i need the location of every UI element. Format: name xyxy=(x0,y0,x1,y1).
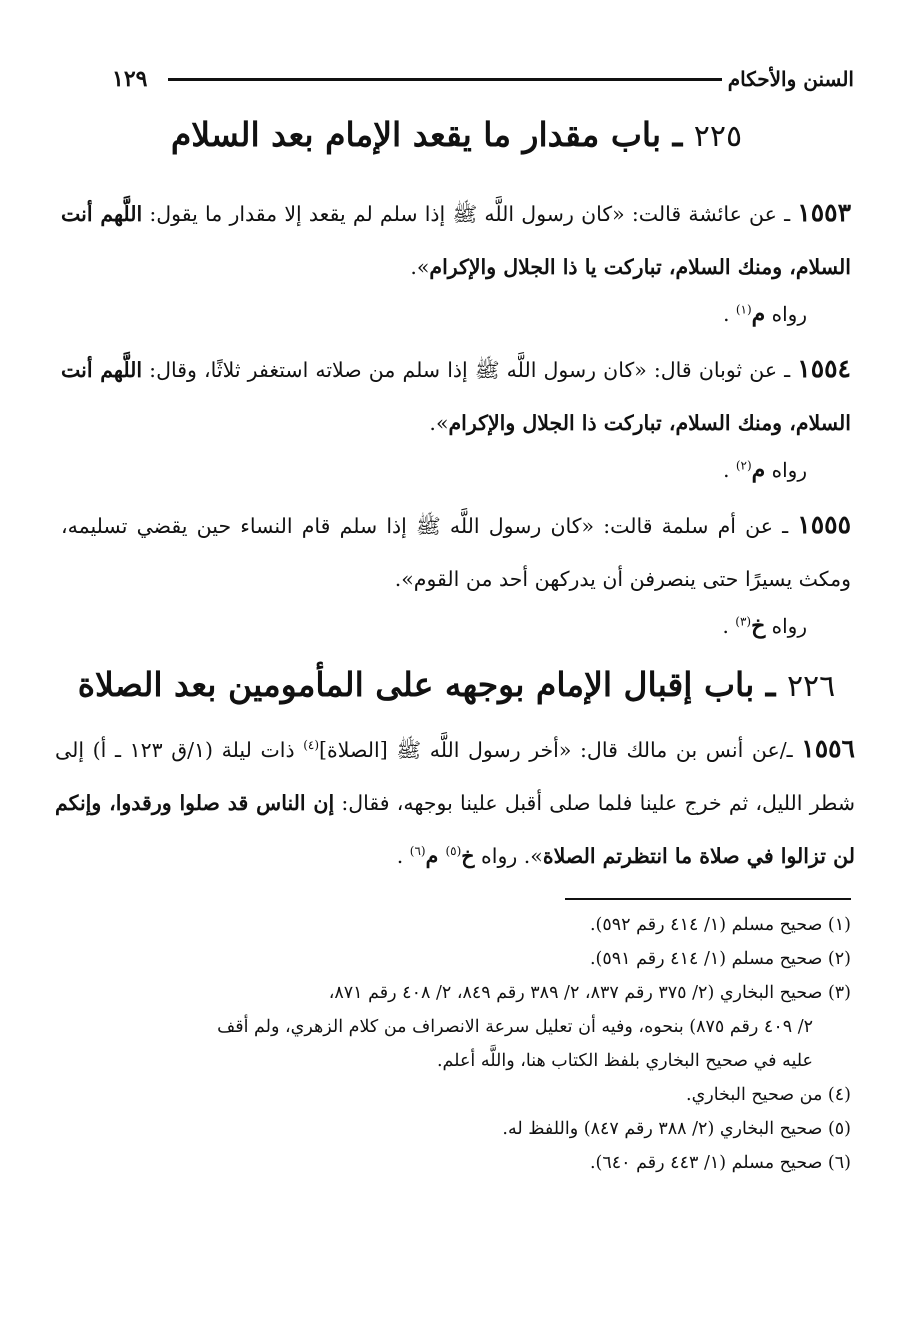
hadith-number: ١٥٥٤ xyxy=(797,354,851,383)
footnote-4: (٤) من صحيح البخاري. xyxy=(686,1085,851,1105)
riwaya-1554 xyxy=(723,450,807,490)
footnote-ref-4: (٤) xyxy=(303,738,320,753)
riwaya-word: رواه xyxy=(771,614,807,638)
hadith-1555 xyxy=(61,498,851,606)
hadith-text: ـ عن عائشة قالت: «كان رسول اللَّه ﷺ إذا سلم لم يقعد إلا مقدار ما يقول: xyxy=(142,202,798,226)
footnote-ref: (٣) xyxy=(735,614,752,629)
hadith-text: ـ عن ثوبان قال: «كان رسول اللَّه ﷺ إذا سلم من صلاته استغفر ثلاثًا، وقال: xyxy=(142,358,798,382)
footnote-3: (٣) صحيح البخاري (٢/ ٣٧٥ رقم ٨٣٧، ٢/ ٣٨٩ رقم ٨٤٩، ٢/ ٤٠٨ رقم ٨٧١، xyxy=(328,983,851,1003)
header-rule xyxy=(168,78,722,81)
running-title: السنن والأحكام xyxy=(727,67,854,91)
hadith-end: . xyxy=(396,844,410,868)
riwaya-end: . xyxy=(723,302,736,326)
hadith-number: ١٥٥٥ xyxy=(797,510,851,539)
hadith-number: ١٥٥٣ xyxy=(797,198,851,227)
source-letter-mim: م xyxy=(425,844,446,868)
riwaya-1553 xyxy=(723,294,807,334)
hadith-1554 xyxy=(61,342,851,450)
chapter-title: ـ باب إقبال الإمام بوجهه على المأمومين بعد الصلاة xyxy=(77,665,776,704)
footnote-3-cont-1: ٢/ ٤٠٩ رقم ٨٧٥) بنحوه، وفيه أن تعليل سرعة الانصراف من كلام الزهري، ولم أقف xyxy=(217,1017,813,1037)
footnote-3-cont-2: عليه في صحيح البخاري بلفظ الكتاب هنا، واللَّه أعلم. xyxy=(436,1051,813,1071)
footnote-ref-5: (٥) xyxy=(445,844,462,859)
hadith-text-end: ». رواه xyxy=(474,844,543,868)
chapter-number: ٢٢٥ xyxy=(693,119,743,154)
riwaya-word: رواه xyxy=(771,458,807,482)
chapter-heading-225 xyxy=(60,110,853,162)
footnote-2: (٢) صحيح مسلم (١/ ٤١٤ رقم ٥٩١). xyxy=(589,949,851,969)
hadith-quote: اللَّهم أنت السلام، ومنك السلام، تباركت يا ذا الجلال والإكرام xyxy=(61,202,851,279)
source-letter: م xyxy=(751,301,766,327)
hadith-quote: اللَّهم أنت السلام، ومنك السلام، تباركت ذا الجلال والإكرام xyxy=(61,358,851,435)
hadith-number: ١٥٥٦ xyxy=(801,734,855,763)
page-header xyxy=(112,62,854,96)
hadith-text: ـ/عن أنس بن مالك قال: «أخر رسول اللَّه ﷺ [الصلاة] xyxy=(319,738,802,762)
hadith-1553 xyxy=(61,186,851,294)
footnote-rule xyxy=(565,898,851,900)
footnote-ref: (٢) xyxy=(735,458,752,473)
hadith-text-end: ». xyxy=(410,255,430,279)
source-letter: خ xyxy=(751,613,766,639)
footnotes xyxy=(61,908,851,1180)
footnote-5: (٥) صحيح البخاري (٢/ ٣٨٨ رقم ٨٤٧) واللفظ له. xyxy=(502,1119,851,1139)
hadith-text-mid: ذات ليلة (١/ق ١٢٣ ـ أ) إلى شطر الليل، ثم خرج علينا فلما صلى أقبل علينا بوجهه، فقال: xyxy=(55,738,855,815)
hadith-text: ـ عن أم سلمة قالت: «كان رسول اللَّه ﷺ إذا سلم قام النساء حين يقضي تسليمه، ومكث يسيرًا حتى ينصرفن أن يدركهن أحد من القوم». xyxy=(61,514,851,591)
hadith-1556 xyxy=(55,722,855,883)
footnote-ref-6: (٦) xyxy=(409,844,426,859)
riwaya-word: رواه xyxy=(771,302,807,326)
page-number: ١٢٩ xyxy=(112,66,148,92)
chapter-number: ٢٢٦ xyxy=(786,669,836,704)
riwaya-1555 xyxy=(723,606,807,646)
source-letter-kha: خ xyxy=(461,844,475,868)
hadith-quote: إن الناس قد صلوا ورقدوا، وإنكم لن تزالوا في صلاة ما انتظرتم الصلاة xyxy=(55,791,855,868)
riwaya-end: . xyxy=(723,458,736,482)
hadith-text-end: ». xyxy=(429,411,449,435)
riwaya-end: . xyxy=(722,614,736,638)
footnote-1: (١) صحيح مسلم (١/ ٤١٤ رقم ٥٩٢). xyxy=(589,915,851,935)
chapter-heading-226 xyxy=(60,660,853,712)
footnote-ref: (١) xyxy=(735,302,752,317)
footnote-6: (٦) صحيح مسلم (١/ ٤٤٣ رقم ٦٤٠). xyxy=(589,1153,851,1173)
chapter-title: ـ باب مقدار ما يقعد الإمام بعد السلام xyxy=(170,115,683,154)
source-letter: م xyxy=(751,457,766,483)
